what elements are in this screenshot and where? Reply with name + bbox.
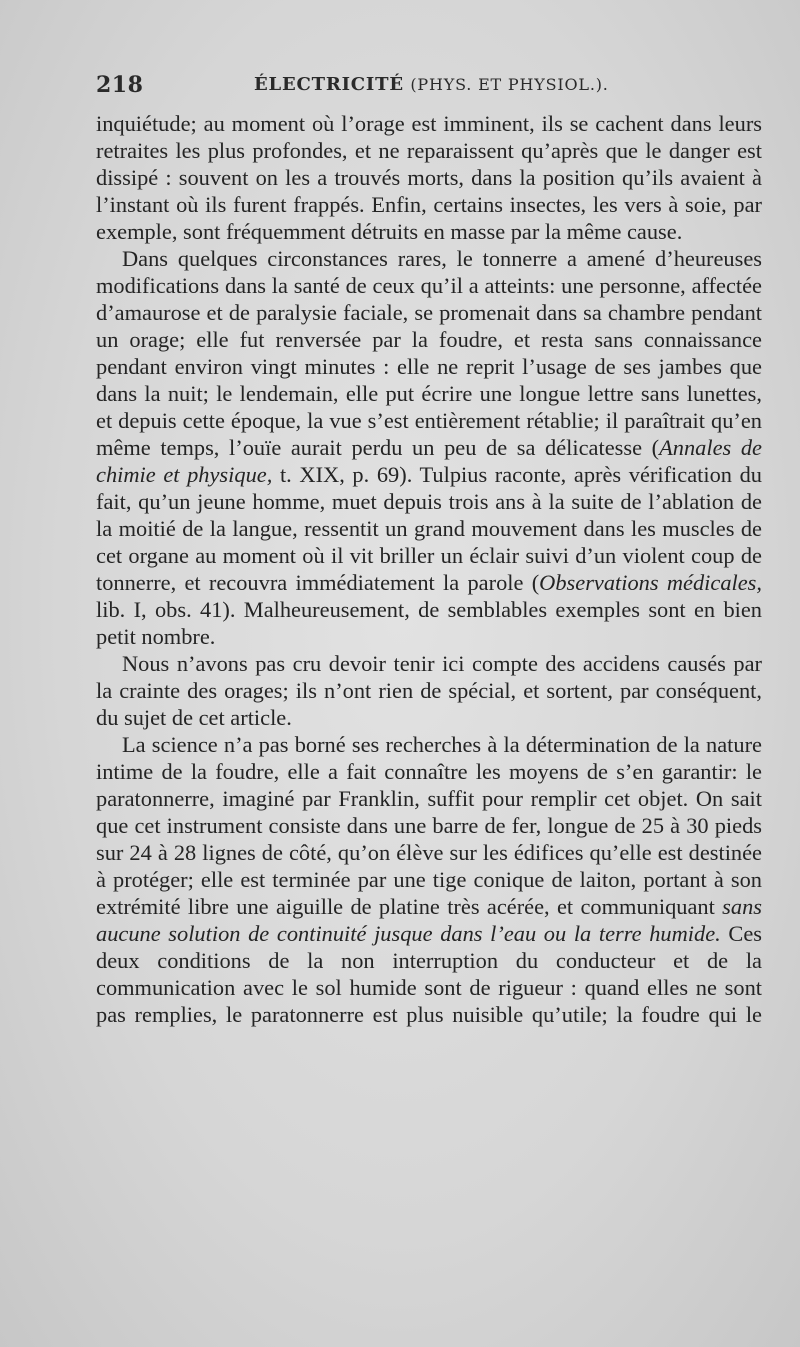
citation-annales: Annales de chimie et physique,: [96, 435, 762, 487]
paragraph-4-text-a: La science n’a pas borné ses recherches à la détermination de la nature intime de la foudre, elle a fait connaître les moyens de s’en garantir: le paratonnerre, imaginé par Franklin, suffit pour remplir cet objet. On sait que cet instrument consiste dans une barre de fer, longue de 25 à 30 pieds sur 24 à 28 lignes de côté, qu’on élève sur les édifices qu’elle est destinée à protéger; elle est terminée par une tige conique de laiton, portant à son extrémité libre une aiguille de platine très acérée, et communiquant: [96, 732, 762, 919]
running-title-main: ÉLECTRICITÉ: [254, 74, 404, 95]
paragraph-3: [96, 650, 762, 731]
emphasis-continuity: sans aucune solution de continuité jusque dans l’eau ou la terre humide.: [96, 894, 762, 946]
running-header: [96, 72, 786, 104]
running-title-sub: (PHYS. ET PHYSIOL.).: [410, 75, 609, 94]
paragraph-1: [96, 110, 762, 245]
citation-observations: Observations médicales,: [539, 570, 762, 595]
paragraph-2-text-b: t. XIX, p. 69). Tulpius raconte, après vérification du fait, qu’un jeune homme, muet depuis trois ans à la suite de l’ablation de la moitié de la langue, ressentit un grand mouvement dans les muscles de cet organe au moment où il vit briller un éclair suivi d’un violent coup de tonnerre, et recouvra immédiatement la parole (: [96, 462, 762, 595]
body-text: [96, 110, 762, 1028]
paragraph-2-text-c: lib. I, obs. 41). Malheureusement, de semblables exemples sont en bien petit nombre.: [96, 597, 762, 649]
page-number: 218: [96, 72, 144, 98]
paragraph-2-text-a: Dans quelques circonstances rares, le tonnerre a amené d’heureuses modifications dans la santé de ceux qu’il a atteints: une personne, affectée d’amaurose et de paralysie faciale, se promenait dans sa chambre pendant un orage; elle fut renversée par la foudre, et resta sans connaissance pendant environ vingt minutes : elle ne reprit l’usage de ses jambes que dans la nuit; le lendemain, elle put écrire une longue lettre sans lunettes, et depuis cette époque, la vue s’est entièrement rétablie; il paraîtrait qu’en même temps, l’ouïe aurait perdu un peu de sa délicatesse (: [96, 246, 762, 460]
paragraph-4: [96, 731, 762, 1028]
paragraph-4-text-b: Ces deux conditions de la non interruption du conducteur et de la communication avec le sol humide sont de rigueur : quand elles ne sont pas remplies, le paratonnerre est plus nuisible qu’utile; la foudre qui le: [96, 921, 763, 1027]
paragraph-1-text: inquiétude; au moment où l’orage est imminent, ils se cachent dans leurs retraites les plus profondes, et ne reparaissent qu’après que le danger est dissipé : souvent on les a trouvés morts, dans la position qu’ils avaient à l’instant où ils furent frappés. Enfin, certains insectes, les vers à soie, par exemple, sont fréquemment détruits en masse par la même cause.: [96, 111, 762, 244]
paragraph-2: [96, 245, 762, 650]
paragraph-3-text: Nous n’avons pas cru devoir tenir ici compte des accidens causés par la crainte des orages; ils n’ont rien de spécial, et sortent, par conséquent, du sujet de cet article.: [96, 651, 762, 730]
running-title: [254, 74, 609, 95]
